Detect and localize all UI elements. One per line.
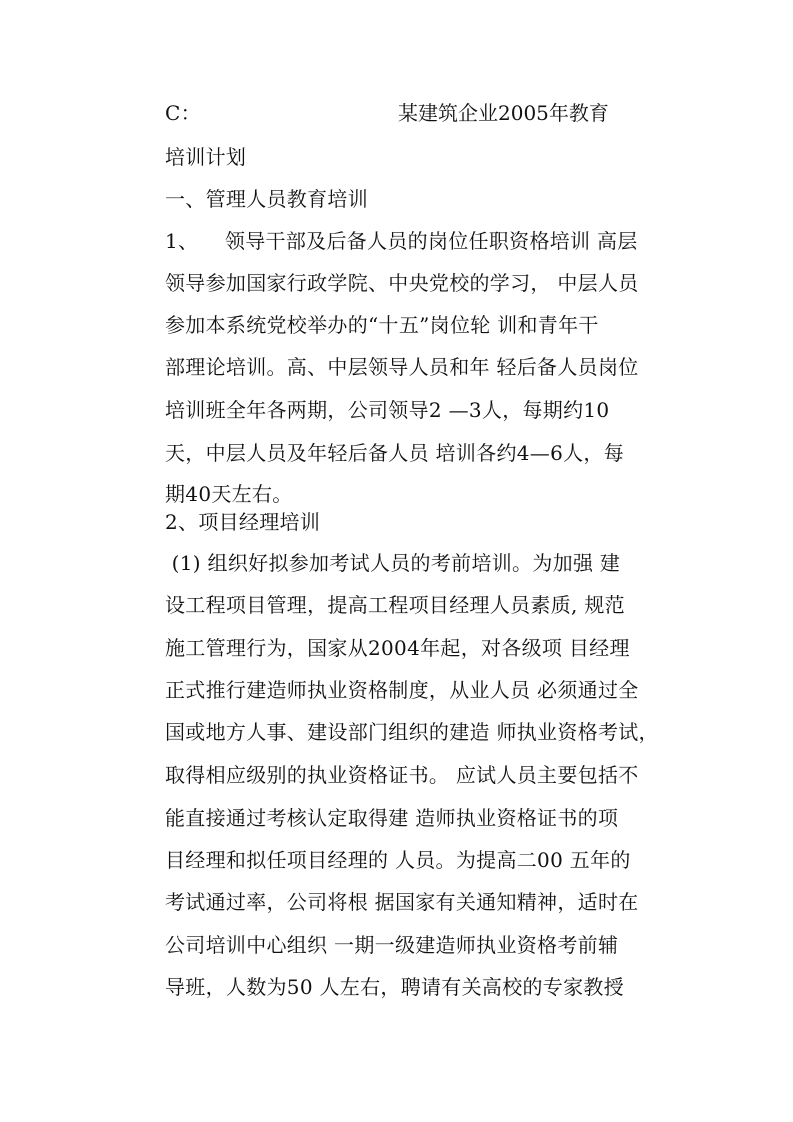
text-line: 施工管理行为，国家从2004年起，对各级项 目经理: [165, 636, 630, 660]
text-line: 期40天左右。: [165, 482, 293, 506]
text-line: 公司培训中心组织 一期一级建造师执业资格考前辅: [165, 933, 619, 957]
text-line: 一、管理人员教育培训: [165, 187, 368, 211]
text-line: 部理论培训。高、中层领导人员和年 轻后备人员岗位: [165, 355, 639, 379]
text-line: 国或地方人事、建设部门组织的建造 师执业资格考试，: [165, 720, 659, 744]
text-line: 1、 领导干部及后备人员的岗位任职资格培训 高层: [165, 229, 638, 253]
text-line: 考试通过率，公司将根 据国家有关通知精神，适时在: [165, 890, 639, 914]
text-line: 正式推行建造师执业资格制度，从业人员 必须通过全: [165, 678, 639, 702]
text-line: (1) 组织好拟参加考试人员的考前培训。为加强 建: [165, 551, 621, 575]
doc-title: 某建筑企业2005年教育: [398, 101, 609, 125]
text-line: 培训计划: [165, 145, 247, 169]
text-line: 能直接通过考核认定取得建 造师执业资格证书的项: [165, 806, 619, 830]
text-line: 设工程项目管理，提高工程项目经理人员素质, 规范: [165, 593, 625, 617]
text-line: 目经理和拟任项目经理的 人员。为提高二00 五年的: [165, 848, 631, 872]
text-line: 导班，人数为50 人左右，聘请有关高校的专家教授: [165, 975, 625, 999]
text-line: 天，中层人员及年轻后备人员 培训各约4—6人，每: [165, 441, 625, 465]
text-line: 2、项目经理培训: [165, 510, 321, 534]
text-line: 领导参加国家行政学院、中央党校的学习， 中层人员: [165, 271, 639, 295]
doc-prefix: C：: [165, 101, 201, 125]
text-line: 取得相应级别的执业资格证书。 应试人员主要包括不: [165, 763, 639, 787]
text-line: 培训班全年各两期，公司领导2 —3人，每期约10: [165, 398, 610, 422]
text-line: 参加本系统党校举办的“十五”岗位轮 训和青年干: [165, 313, 599, 337]
